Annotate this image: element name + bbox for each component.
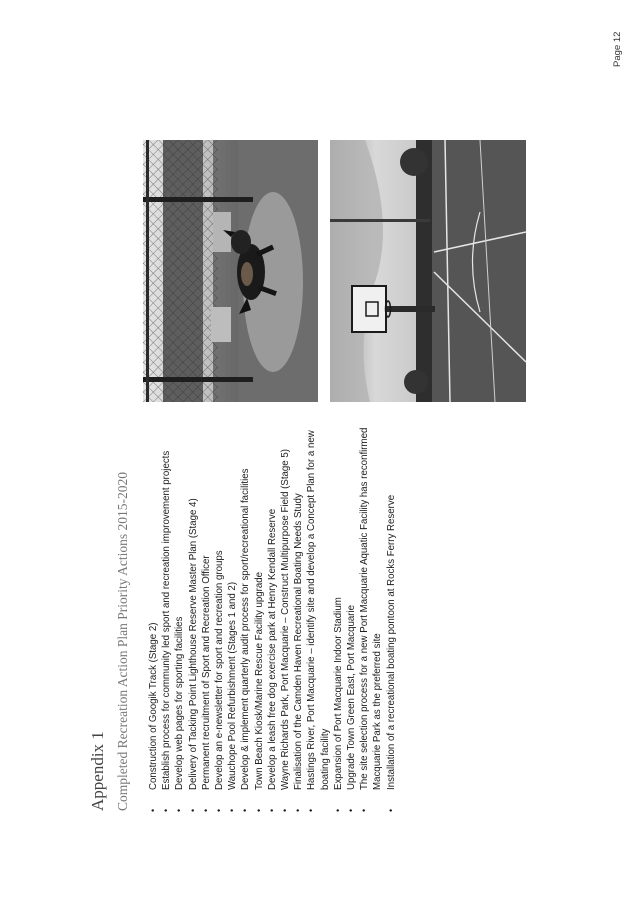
list-item-text: Develop & implement quarterly audit process for sport/recreational facilities — [240, 468, 252, 790]
bullet-icon: • — [346, 808, 357, 812]
bullet-icon: • — [306, 808, 317, 812]
bullet-icon: • — [161, 808, 172, 812]
list-item-text: Construction of Googik Track (Stage 2) — [148, 622, 159, 790]
basketball-court-image — [330, 140, 526, 402]
dog-park-image — [143, 140, 318, 402]
list-item — [266, 414, 279, 812]
list-item — [305, 414, 331, 812]
list-item-text: Upgrade Town Green East, Port Macquarie — [346, 604, 358, 790]
basketball-court-photo — [330, 140, 526, 402]
list-item — [187, 414, 200, 812]
bullet-icon: • — [187, 808, 198, 812]
list-item-text: Town Beach Kiosk/Marine Rescue Facility upgrade — [253, 571, 265, 790]
list-item-text: Finalisation of the Camden Haven Recreational Boating Needs Study — [293, 493, 305, 790]
bullet-icon: • — [332, 808, 343, 812]
list-item-text: Develop an e-newsletter for sport and recreation groups — [214, 550, 226, 790]
bullet-icon: • — [293, 808, 304, 812]
list-item — [147, 414, 160, 812]
priority-actions-list — [147, 414, 398, 812]
list-item-text: Permanent recruitment of Sport and Recreation Officer — [200, 555, 212, 790]
list-item — [173, 414, 186, 812]
list-item-text: Wauchope Pool Refurbishment (Stages 1 and 2) — [227, 581, 239, 790]
bullet-icon: • — [174, 808, 185, 812]
list-item — [213, 414, 226, 812]
list-item-text: Hastings River, Port Macquarie – identify site and develop a Concept Plan for a new boating facility — [306, 430, 331, 790]
list-item-text: Wayne Richards Park, Port Macquarie – Construct Multipurpose Field (Stage 5) — [280, 449, 292, 790]
bullet-icon: • — [227, 808, 238, 812]
list-item — [239, 414, 252, 812]
list-item-text: Establish process for community led sport and recreation improvement projects — [161, 450, 173, 790]
list-item-text: Expansion of Port Macquarie Indoor Stadium — [332, 597, 344, 790]
bullet-icon: • — [240, 808, 251, 812]
bullet-icon: • — [253, 808, 264, 812]
page-number: Page 12 — [612, 31, 623, 67]
appendix-heading: Appendix 1 — [88, 731, 107, 811]
list-item — [345, 414, 358, 812]
bullet-icon: • — [214, 808, 225, 812]
list-item — [200, 414, 213, 812]
list-item — [358, 414, 384, 812]
list-item — [279, 414, 292, 812]
bullet-icon: • — [148, 808, 158, 812]
list-item — [292, 414, 305, 812]
bullet-icon: • — [266, 808, 277, 812]
bullet-icon: • — [200, 808, 211, 812]
list-item-text: Develop a leash free dog exercise park at Henry Kendall Reserve — [266, 508, 278, 790]
bullet-icon: • — [359, 808, 370, 812]
list-item — [226, 414, 239, 812]
list-item-text: Installation of a recreational boating pontoon at Rocks Ferry Reserve — [385, 494, 397, 790]
list-item-text: Delivery of Tacking Point Lighthouse Reserve Master Plan (Stage 4) — [187, 498, 199, 790]
bullet-icon: • — [280, 808, 291, 812]
list-item — [385, 414, 398, 812]
bullet-icon: • — [385, 808, 396, 812]
list-item — [253, 414, 266, 812]
section-subheading: Completed Recreation Action Plan Priority Actions 2015-2020 — [115, 472, 130, 811]
list-item — [160, 414, 173, 812]
list-item — [332, 414, 345, 812]
list-item-text: Develop web pages for sporting facilities — [174, 616, 186, 790]
dog-park-photo — [143, 140, 318, 402]
list-item-text: The site selection process for a new Port Macquarie Aquatic Facility has reconfirmed Macquarie Park as the preferred site — [359, 427, 384, 790]
